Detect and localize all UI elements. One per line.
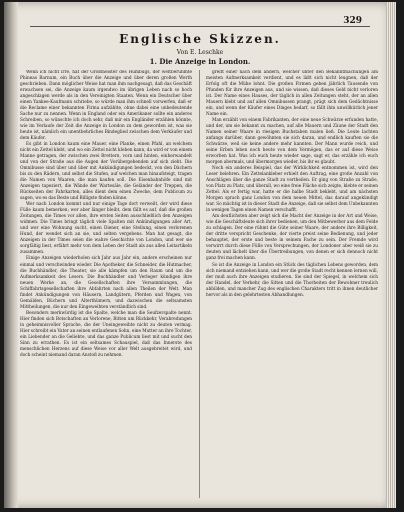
paragraph: So ist die Anzeige in London ein Stück des täglichen Lebens geworden, dem sich niemand entziehen kann, und wer die große Stadt recht kennen lernen will, der muß auch ihre Anzeigen studieren. Sie sind der Spiegel, in welchem sich der Handel, der Verkehr, die Sitten und die Thorheiten der Bewohner treulich abbilden, und mancher Zug des englischen Charakters tritt in ihnen deutlicher hervor als in den gelehrtesten Abhandlungen. (206, 262, 378, 298)
paragraph: Noch ein anderes Beispiel, das der Wirklichkeit entnommen ist, wird den Leser belehren. Ein Zettelankleber erhielt den Auftrag, eine große Anzahl von Anschlägen über die ganze Stadt zu vertheilen. Er ging von Straße zu Straße, von Platz zu Platz, und überall, wo eine freie Fläche sich zeigte, klebte er seinen Zettel. Als er fertig war, hatte er die halbe Stadt beklebt, und am nächsten Morgen sprach ganz London von dem neuen Mittel, das darauf angekündigt war. So mächtig ist in dieser Stadt die Anzeige, daß sie selbst dem Unbekannten in wenigen Tagen einen Namen verschafft. (206, 166, 378, 214)
paragraph: Man erzählt von einem Fabrikanten, der eine neue Schwärze erfunden hatte, und der, um sie bekannt zu machen, auf alle Mauern und Zäune der Stadt den Namen seiner Waare in riesigen Buchstaben malen ließ. Die Leute lachten anfangs darüber, dann gewöhnten sie sich daran, und endlich kauften sie die Schwärze, weil sie keine andere mehr kannten. Der Mann wurde reich, und seine Erben leben noch heute von dem Vermögen, das er auf diese Weise erworben hat. Was ich euch heute wieder sage, sagt er, das erzähle ich euch morgen abermals, und übermorgen wieder, bis ihr es glaubt. (206, 118, 378, 166)
article-author: Von E. Leschke (176, 49, 224, 56)
page-number: 329 (343, 16, 362, 26)
paragraph: Wenn ich nicht irre, hat der Großmeister des Humbugs, der weltberühmte Phineas Barnum, ein Buch über die Anzeige und über deren großen Werth geschrieben. Dann möglicher Weise hat man ihm nachgesagt, daß das Geschäft erwachsen sei, die Anzeige kaum irgendwo im übrigen Leben nach so hoch angeschlagen werde als in den Vereinigten Staaten. Wenn ein Deutscher über einen Yankee-Kaufmann schriebe, so würde man ihm schnell vorwerfen, daß er die Reclame einer bekannten Firma aufzählte, ohne dabei eine unbedeutende Sache nur zu nennen. Wenn in England oder ein Amerikaner sollte ein anderes Schreiben, so wünschte ich doch sehr, daß mir ein Engländer erzählen könnte, wie im Verlaufe der Zeit die Anzeige in London zu dem geworden ist, was sie heute ist, nämlich ein unentbehrliches Bindeglied zwischen dem Verkäufer und dem Käufer. (20, 70, 192, 142)
paragraph: Am deutlichsten aber zeigt sich die Macht der Anzeige in der Art und Weise, wie die Geschäftsleute sich ihrer bedienen, um den Mitbewerber aus dem Felde zu schlagen. Der eine rühmt die Güte seiner Waare, der andere ihre Billigkeit, der dritte verspricht Geschenke, der vierte preist seine Bedienung, und jeder behauptet, der erste und beste in seinem Fache zu sein. Der Fremde wird verwirrt durch diese Fülle von Versprechungen, der Londoner aber weiß sie zu deuten und lächelt über die Übertreibungen, von denen er sich dennoch nicht ganz frei machen kann. (206, 214, 378, 262)
paragraph: Einige Anzeigen wiederholen sich Jahr aus Jahr ein, andere erscheinen nur einmal und verschwinden wieder. Die Apotheker, die Schneider, die Hutmacher, die Buchhändler, die Theater, sie alle kämpfen um den Raum und um die Aufmerksamkeit des Lesers. Die Buchhändler und Verleger kündigen ihre neuen Werke an, die Gesellschaften ihre Versammlungen, die Schiffahrtsgesellschaften ihre Abfahrten nach allen Theilen der Welt. Man findet Ankündigungen von Häusern, Landgütern, Pferden und Wagen, von Gemälden, Büchern und Alterthümern, und dazwischen die seltsamsten Mittheilungen, die nur den Eingeweihten verständlich sind. (20, 256, 192, 310)
paragraph: Wer nach London kommt und nur einige Tage dort verweilt, der wird diese Fülle kaum bemerken; wer aber länger bleibt, dem fällt es auf, daß die großen Zeitungen, die Times vor allen, ihre ersten Seiten ausschließlich den Anzeigen widmen. Die Times bringt täglich viele Spalten mit Ankündigungen aller Art, und wer eine Wohnung sucht, einen Diener, eine Stellung, einen verlorenen Hund, der wendet sich an sie, und selten vergebens. Man hat gesagt, die Anzeigen in der Times seien die wahre Geschichte von London, und wer sie sorgfältig liest, erfährt mehr von dem Leben der Stadt als aus allen Leitartikeln zusammen. (20, 202, 192, 256)
paragraph: Besonders merkwürdig ist die Spalte, welche man die Seufzerspalte nennt. Hier finden sich Botschaften an Verlorene, Bitten um Rückkehr, Verabredungen in geheimnisvoller Sprache, die der Uneingeweihte nicht zu deuten vermag. Hier schreibt ein Vater an seinen entlaufenen Sohn, eine Mutter an ihre Tochter, ein Liebender an die Geliebte, und das ganze Publicum liest mit und sucht den Sinn zu errathen. Es ist ein seltsames Schauspiel, daß das Innerste des menschlichen Herzens auf diese Weise vor aller Welt ausgebreitet wird, und doch scheint niemand daran Anstoß zu nehmen. (20, 310, 192, 358)
header-rule (30, 26, 370, 27)
paragraph: greift einer nach dem andern, welcher unter den Bekanntmachungen am meisten Aufmerksamkeit verdient, und es läßt sich nicht leugnen, daß der Erfolg oft die Mühe lohnt. Die großen Firmen geben jährlich Tausende von Pfunden für ihre Anzeigen aus, und sie wissen, daß dieses Geld nicht verloren ist. Der Name eines Hauses, der täglich in allen Zeitungen steht, der an allen Mauern klebt und auf allen Omnibussen prangt, prägt sich dem Gedächtnisse ein, und wenn der Käufer eines Dinges bedarf, so fällt ihm unwillkürlich jener Name ein. (206, 70, 378, 118)
paragraph: Es gibt in London kaum eine Mauer, eine Planke, einen Pfahl, an welchem nicht ein Zettel klebt, und wo ein Zettel nicht kleben kann, da wird er von einem Manne getragen, der zwischen zwei Brettern, vorn und hinten, einherwandelt und von der Straße aus die Augen der Vorübergehenden auf sich zieht. Die Omnibusse sind über und über mit Ankündigungen bedeckt, von den Dächern bis zu den Rädern, und selbst die Stufen, auf welchen man hinaufsteigt, tragen die Namen von Waaren, die man kaufen soll. Die Eisenbahnhöfe sind mit Anzeigen tapeziert, die Wände der Wartesäle, die Geländer der Treppen, die Rückseiten der Fahrkarten, alles dient dem einen Zwecke, dem Publicum zu sagen, wo es das Beste und Billigste finden könne. (20, 142, 192, 202)
book-gutter (4, 2, 18, 508)
article-title: Englische Skizzen. (119, 32, 281, 46)
section-heading: 1. Die Anzeige in London. (149, 57, 251, 66)
text-column-left (20, 70, 192, 500)
text-column-right (206, 70, 378, 500)
book-page (20, 16, 380, 502)
column-divider (199, 70, 200, 498)
page-edge (386, 2, 396, 508)
scanned-page-spread (4, 2, 396, 508)
